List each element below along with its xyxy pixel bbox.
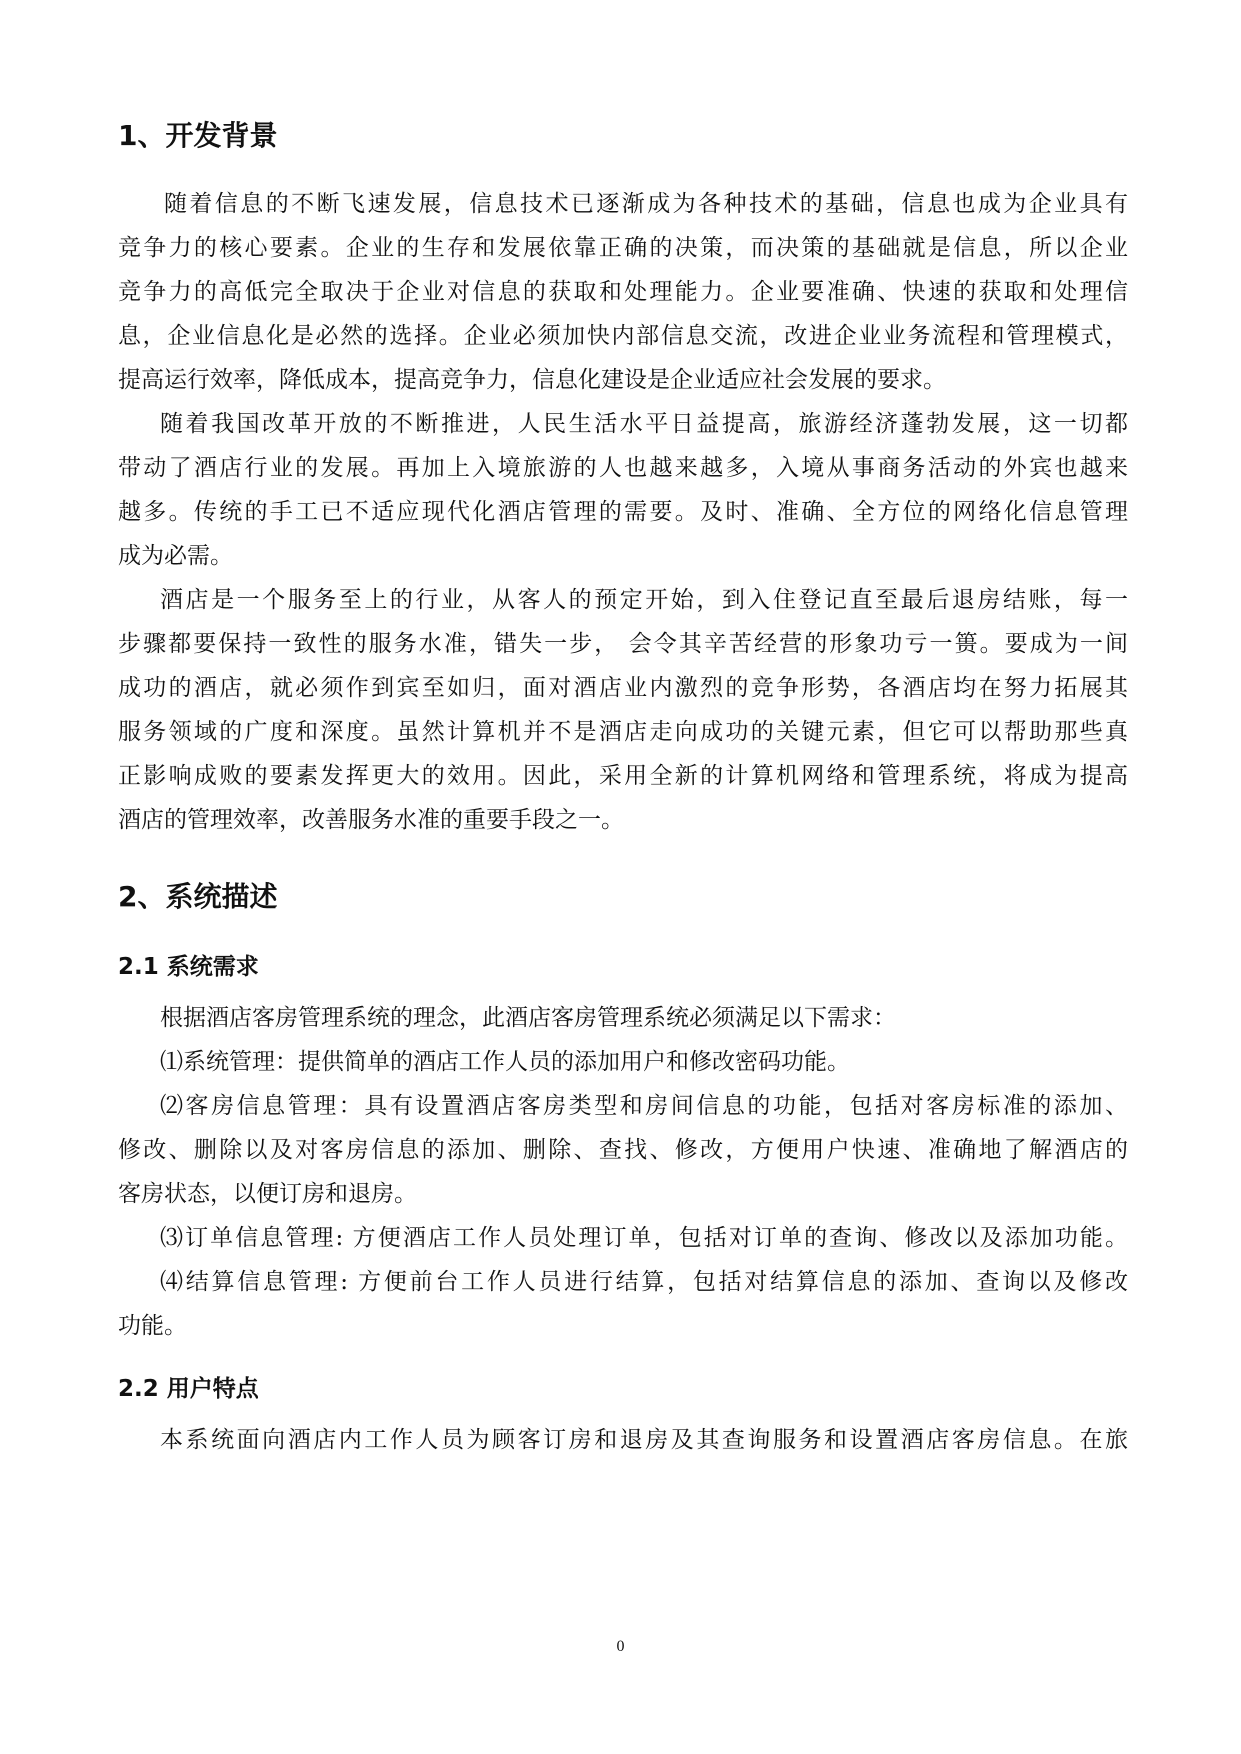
text-line: 越多。传统的手工已不适应现代化酒店管理的需要。及时、准确、全方位的网络化信息管理: [118, 499, 1128, 525]
text-line: 成为必需。: [118, 543, 233, 569]
text-line: ⑴系统管理：提供简单的酒店工作人员的添加用户和修改密码功能。: [160, 1049, 850, 1075]
text-line: 提高运行效率，降低成本，提高竞争力，信息化建设是企业适应社会发展的要求。: [118, 367, 946, 393]
text-line: 成功的酒店，就必须作到宾至如归，面对酒店业内激烈的竞争形势，各酒店均在努力拓展其: [118, 675, 1128, 701]
text-line: 正影响成败的要素发挥更大的效用。因此，采用全新的计算机网络和管理系统，将成为提高: [118, 763, 1128, 789]
requirement-item-3: [118, 1216, 1128, 1260]
text-line: 客房状态，以便订房和退房。: [118, 1181, 417, 1207]
requirement-item-2: [118, 1084, 1128, 1216]
page-number: 0: [616, 1638, 625, 1655]
section-1-heading: 1、开发背景: [118, 119, 278, 152]
text-line: 修改、删除以及对客房信息的添加、删除、查找、修改，方便用户快速、准确地了解酒店的: [118, 1137, 1128, 1163]
text-line: ⑶订单信息管理: 方便酒店工作人员处理订单，包括对订单的查询、修改以及添加功能。: [160, 1225, 1128, 1251]
user-characteristics-paragraph: [118, 1418, 1128, 1462]
text-line: 步骤都要保持一致性的服务水准，错失一步， 会令其辛苦经营的形象功亏一篑。要成为一间: [118, 631, 1128, 657]
section-2-heading: 2、系统描述: [118, 880, 278, 913]
text-line: 服务领域的广度和深度。虽然计算机并不是酒店走向成功的关键元素，但它可以帮助那些真: [118, 719, 1128, 745]
text-line: 息，企业信息化是必然的选择。企业必须加快内部信息交流，改进企业业务流程和管理模式，: [118, 323, 1128, 349]
text-line: 随着信息的不断飞速发展，信息技术已逐渐成为各种技术的基础，信息也成为企业具有: [164, 191, 1128, 217]
requirements-intro: [118, 996, 1128, 1040]
text-line: 竞争力的核心要素。企业的生存和发展依靠正确的决策，而决策的基础就是信息，所以企业: [118, 235, 1128, 261]
text-line: 功能。: [118, 1313, 187, 1339]
section-1-paragraph-1: [118, 182, 1128, 402]
text-line: 竞争力的高低完全取决于企业对信息的获取和处理能力。企业要准确、快速的获取和处理信: [118, 279, 1128, 305]
text-line: ⑵客房信息管理：具有设置酒店客房类型和房间信息的功能，包括对客房标准的添加、: [160, 1093, 1128, 1119]
requirement-item-4: [118, 1260, 1128, 1348]
text-line: 带动了酒店行业的发展。再加上入境旅游的人也越来越多，入境从事商务活动的外宾也越来: [118, 455, 1128, 481]
text-line: 随着我国改革开放的不断推进，人民生活水平日益提高，旅游经济蓬勃发展，这一切都: [160, 411, 1128, 437]
requirement-item-1: [118, 1040, 1128, 1084]
text-line: 酒店的管理效率，改善服务水准的重要手段之一。: [118, 807, 624, 833]
text-line: ⑷结算信息管理: 方便前台工作人员进行结算，包括对结算信息的添加、查询以及修改: [160, 1269, 1128, 1295]
text-line: 根据酒店客房管理系统的理念，此酒店客房管理系统必须满足以下需求：: [160, 1005, 896, 1031]
text-line: 酒店是一个服务至上的行业，从客人的预定开始，到入住登记直至最后退房结账，每一: [160, 587, 1128, 613]
section-1-paragraph-2: [118, 402, 1128, 578]
subsection-2-2-heading: 2.2 用户特点: [118, 1376, 259, 1402]
subsection-2-1-heading: 2.1 系统需求: [118, 954, 259, 980]
section-1-paragraph-3: [118, 578, 1128, 842]
text-line: 本系统面向酒店内工作人员为顾客订房和退房及其查询服务和设置酒店客房信息。在旅: [160, 1427, 1128, 1453]
